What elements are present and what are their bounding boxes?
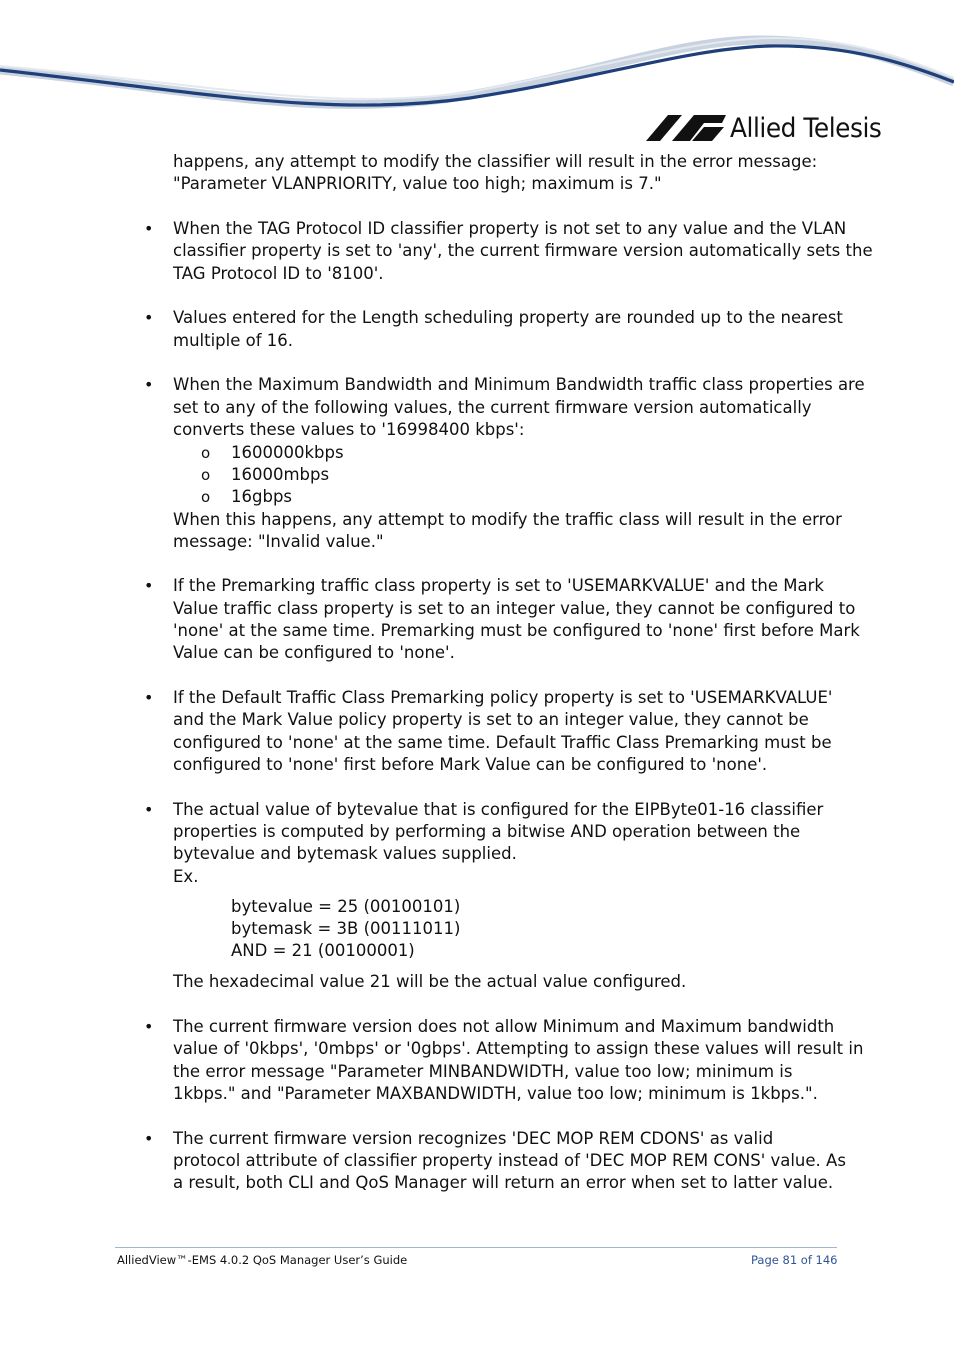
bullet-marker: • [144, 219, 154, 238]
body-line: protocol attribute of classifier property instead of 'DEC MOP REM CONS' value. As [173, 1151, 846, 1170]
body-line: If the Default Traffic Class Premarking policy property is set to 'USEMARKVALUE' [173, 688, 833, 707]
footer-document-title: AlliedView™-EMS 4.0.2 QoS Manager User’s Guide [117, 1253, 408, 1267]
body-line: classifier property is set to 'any', the current firmware version automatically sets the [173, 241, 873, 260]
bullet-marker: • [144, 308, 154, 327]
sub-list-item: 16000mbps [231, 465, 330, 484]
body-line: bytevalue and bytemask values supplied. [173, 844, 517, 863]
body-line: The current firmware version recognizes 'DEC MOP REM CDONS' as valid [173, 1129, 774, 1148]
footer-page-number: Page 81 of 146 [751, 1253, 838, 1267]
body-line: value of '0kbps', '0mbps' or '0gbps'. Attempting to assign these values will result in [173, 1039, 864, 1058]
body-line: configured to 'none' at the same time. Default Traffic Class Premarking must be [173, 733, 832, 752]
body-line: When this happens, any attempt to modify the traffic class will result in the error [173, 510, 842, 529]
bullet-marker: • [144, 375, 154, 394]
body-line: Value can be configured to 'none'. [173, 643, 455, 662]
body-line: Value traffic class property is set to an integer value, they cannot be configured to [173, 599, 856, 618]
bullet-marker: • [144, 688, 154, 707]
body-line: and the Mark Value policy property is set to an integer value, they cannot be [173, 710, 809, 729]
sub-list-item: 16gbps [231, 487, 293, 506]
bullet-marker: • [144, 576, 154, 595]
sub-bullet-marker: o [201, 466, 211, 484]
body-line: message: "Invalid value." [173, 532, 384, 551]
body-line: a result, both CLI and QoS Manager will return an error when set to latter value. [173, 1173, 834, 1192]
footer-divider [115, 1247, 837, 1248]
bullet-marker: • [144, 800, 154, 819]
sub-list-item: 1600000kbps [231, 443, 344, 462]
body-line: The actual value of bytevalue that is configured for the EIPByte01-16 classifier [173, 800, 824, 819]
example-line: AND = 21 (00100001) [231, 941, 415, 960]
body-line: TAG Protocol ID to '8100'. [173, 264, 384, 283]
bullet-marker: • [144, 1017, 154, 1036]
body-line: The hexadecimal value 21 will be the actual value configured. [173, 972, 687, 991]
body-line: "Parameter VLANPRIORITY, value too high; maximum is 7." [173, 174, 662, 193]
body-line: 1kbps." and "Parameter MAXBANDWIDTH, value too low; minimum is 1kbps.". [173, 1084, 818, 1103]
body-line: properties is computed by performing a bitwise AND operation between the [173, 822, 801, 841]
sub-bullet-marker: o [201, 488, 211, 506]
body-line: Values entered for the Length scheduling property are rounded up to the nearest [173, 308, 843, 327]
logo-wordmark: Allied Telesis [730, 112, 882, 144]
allied-telesis-logo [646, 110, 895, 146]
example-line: bytevalue = 25 (00100101) [231, 897, 461, 916]
body-line: When the Maximum Bandwidth and Minimum Bandwidth traffic class properties are [173, 375, 865, 394]
body-line: multiple of 16. [173, 331, 294, 350]
body-line: the error message "Parameter MINBANDWIDTH, value too low; minimum is [173, 1062, 793, 1081]
body-line: 'none' at the same time. Premarking must be configured to 'none' first before Mark [173, 621, 860, 640]
body-line: When the TAG Protocol ID classifier property is not set to any value and the VLAN [173, 219, 847, 238]
example-line: bytemask = 3B (00111011) [231, 919, 461, 938]
body-line: The current firmware version does not allow Minimum and Maximum bandwidth [173, 1017, 835, 1036]
allied-telesis-logo-mark [646, 115, 726, 141]
body-line: happens, any attempt to modify the classifier will result in the error message: [173, 152, 818, 171]
sub-bullet-marker: o [201, 444, 211, 462]
body-line: If the Premarking traffic class property is set to 'USEMARKVALUE' and the Mark [173, 576, 824, 595]
body-line: configured to 'none' first before Mark Value can be configured to 'none'. [173, 755, 768, 774]
body-line: set to any of the following values, the current firmware version automatically [173, 398, 812, 417]
body-line: converts these values to '16998400 kbps': [173, 420, 525, 439]
bullet-marker: • [144, 1129, 154, 1148]
body-line: Ex. [173, 867, 199, 886]
